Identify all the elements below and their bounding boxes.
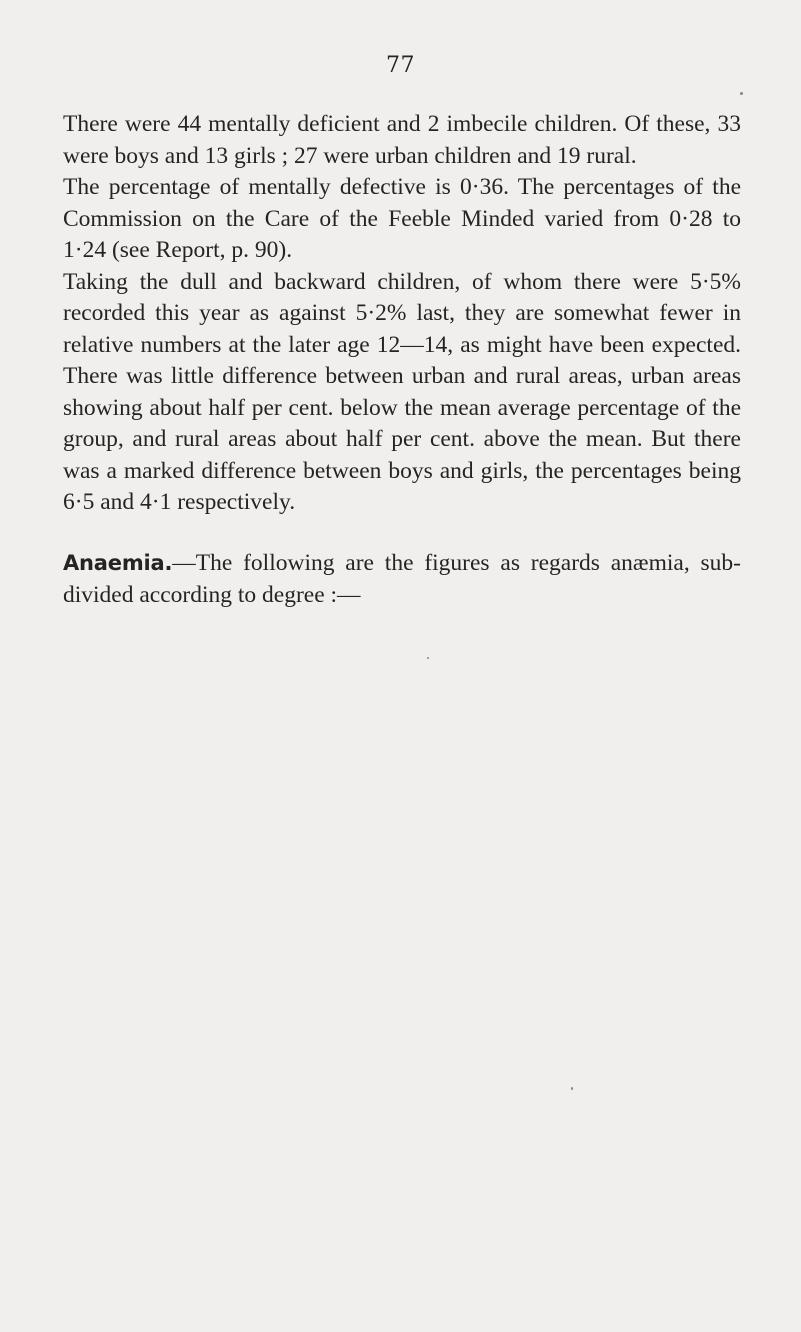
paragraph-percentage: The percentage of mentally defective is 0·36. The percentages of the Commission on the Care of the Feeble Minded varied from 0·28 to 1·24 (see Report, p. 90).: [63, 174, 741, 263]
anaemia-text: —The following are the figures as regards anæmia, sub-divided according to degree :—: [63, 550, 741, 608]
body-text: [63, 109, 741, 519]
page-number: 77: [386, 53, 415, 78]
speck-mark: [571, 1087, 573, 1090]
speck-mark: [427, 657, 429, 659]
paragraph-dull-backward: Taking the dull and backward children, of whom there were 5·5% recorded this year as against 5·2% last, they are somewhat fewer in relative numbers at the later age 12—14, as might have been expected. There was little difference between urban and rural areas, urban areas showing about half per cent. below the mean average percentage of the group, and rural areas about half per cent. above the mean. But there was a marked difference between boys and girls, the percentages being 6·5 and 4·1 respectively.: [63, 268, 741, 515]
anaemia-section: [63, 548, 741, 611]
speck-mark: [740, 92, 743, 95]
anaemia-heading: Anaemia.: [63, 551, 173, 575]
paragraph-mentally-deficient: There were 44 mentally deficient and 2 imbecile children. Of these, 33 were boys and 13 girls ; 27 were urban children and 19 rural.: [63, 111, 741, 169]
